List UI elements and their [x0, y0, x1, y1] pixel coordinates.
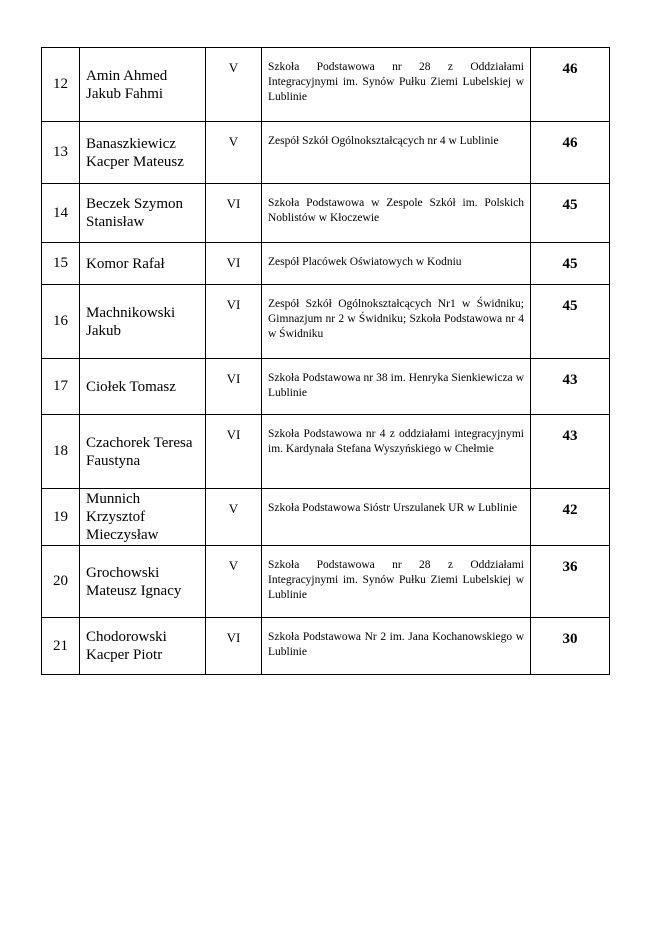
table-row: [42, 489, 610, 546]
student-name: Amin Ahmed Jakub Fahmi: [80, 48, 206, 122]
table-row: [42, 618, 610, 675]
score: 42: [531, 489, 610, 546]
school-name: Szkoła Podstawowa nr 28 z Oddziałami Integracyjnymi im. Synów Pułku Ziemi Lubelskiej w Lublinie: [262, 546, 531, 618]
student-name: Munnich Krzysztof Mieczysław: [80, 489, 206, 546]
school-name: Szkoła Podstawowa nr 38 im. Henryka Sienkiewicza w Lublinie: [262, 359, 531, 415]
school-name: Szkoła Podstawowa nr 4 z oddziałami integracyjnymi im. Kardynała Stefana Wyszyńskiego w Chełmie: [262, 415, 531, 489]
score: 46: [531, 122, 610, 184]
table-row: [42, 285, 610, 359]
student-name: Czachorek Teresa Faustyna: [80, 415, 206, 489]
results-table-body: [42, 48, 610, 675]
class-level: VI: [206, 285, 262, 359]
score: 43: [531, 359, 610, 415]
student-name: Ciołek Tomasz: [80, 359, 206, 415]
row-number: 19: [42, 489, 80, 546]
student-name: Banaszkiewicz Kacper Mateusz: [80, 122, 206, 184]
student-name: Komor Rafał: [80, 243, 206, 285]
score: 45: [531, 184, 610, 243]
table-row: [42, 184, 610, 243]
table-row: [42, 546, 610, 618]
row-number: 16: [42, 285, 80, 359]
table-row: [42, 359, 610, 415]
student-name: Chodorowski Kacper Piotr: [80, 618, 206, 675]
row-number: 17: [42, 359, 80, 415]
class-level: VI: [206, 243, 262, 285]
row-number: 12: [42, 48, 80, 122]
row-number: 13: [42, 122, 80, 184]
class-level: VI: [206, 618, 262, 675]
class-level: V: [206, 122, 262, 184]
class-level: VI: [206, 359, 262, 415]
score: 36: [531, 546, 610, 618]
table-row: [42, 122, 610, 184]
score: 46: [531, 48, 610, 122]
table-row: [42, 48, 610, 122]
score: 45: [531, 243, 610, 285]
row-number: 14: [42, 184, 80, 243]
score: 30: [531, 618, 610, 675]
table-row: [42, 243, 610, 285]
class-level: VI: [206, 184, 262, 243]
row-number: 20: [42, 546, 80, 618]
row-number: 21: [42, 618, 80, 675]
score: 43: [531, 415, 610, 489]
score: 45: [531, 285, 610, 359]
school-name: Szkoła Podstawowa nr 28 z Oddziałami Integracyjnymi im. Synów Pułku Ziemi Lubelskiej w Lublinie: [262, 48, 531, 122]
school-name: Zespół Szkół Ogólnokształcących nr 4 w Lublinie: [262, 122, 531, 184]
class-level: V: [206, 546, 262, 618]
row-number: 15: [42, 243, 80, 285]
row-number: 18: [42, 415, 80, 489]
class-level: V: [206, 48, 262, 122]
school-name: Szkoła Podstawowa w Zespole Szkół im. Polskich Noblistów w Kłoczewie: [262, 184, 531, 243]
student-name: Beczek Szymon Stanisław: [80, 184, 206, 243]
class-level: V: [206, 489, 262, 546]
school-name: Zespół Szkół Ogólnokształcących Nr1 w Świdniku; Gimnazjum nr 2 w Świdniku; Szkoła Podstawowa nr 4 w Świdniku: [262, 285, 531, 359]
school-name: Szkoła Podstawowa Sióstr Urszulanek UR w Lublinie: [262, 489, 531, 546]
school-name: Szkoła Podstawowa Nr 2 im. Jana Kochanowskiego w Lublinie: [262, 618, 531, 675]
class-level: VI: [206, 415, 262, 489]
student-name: Grochowski Mateusz Ignacy: [80, 546, 206, 618]
results-table: [41, 47, 610, 675]
student-name: Machnikowski Jakub: [80, 285, 206, 359]
school-name: Zespół Placówek Oświatowych w Kodniu: [262, 243, 531, 285]
table-row: [42, 415, 610, 489]
